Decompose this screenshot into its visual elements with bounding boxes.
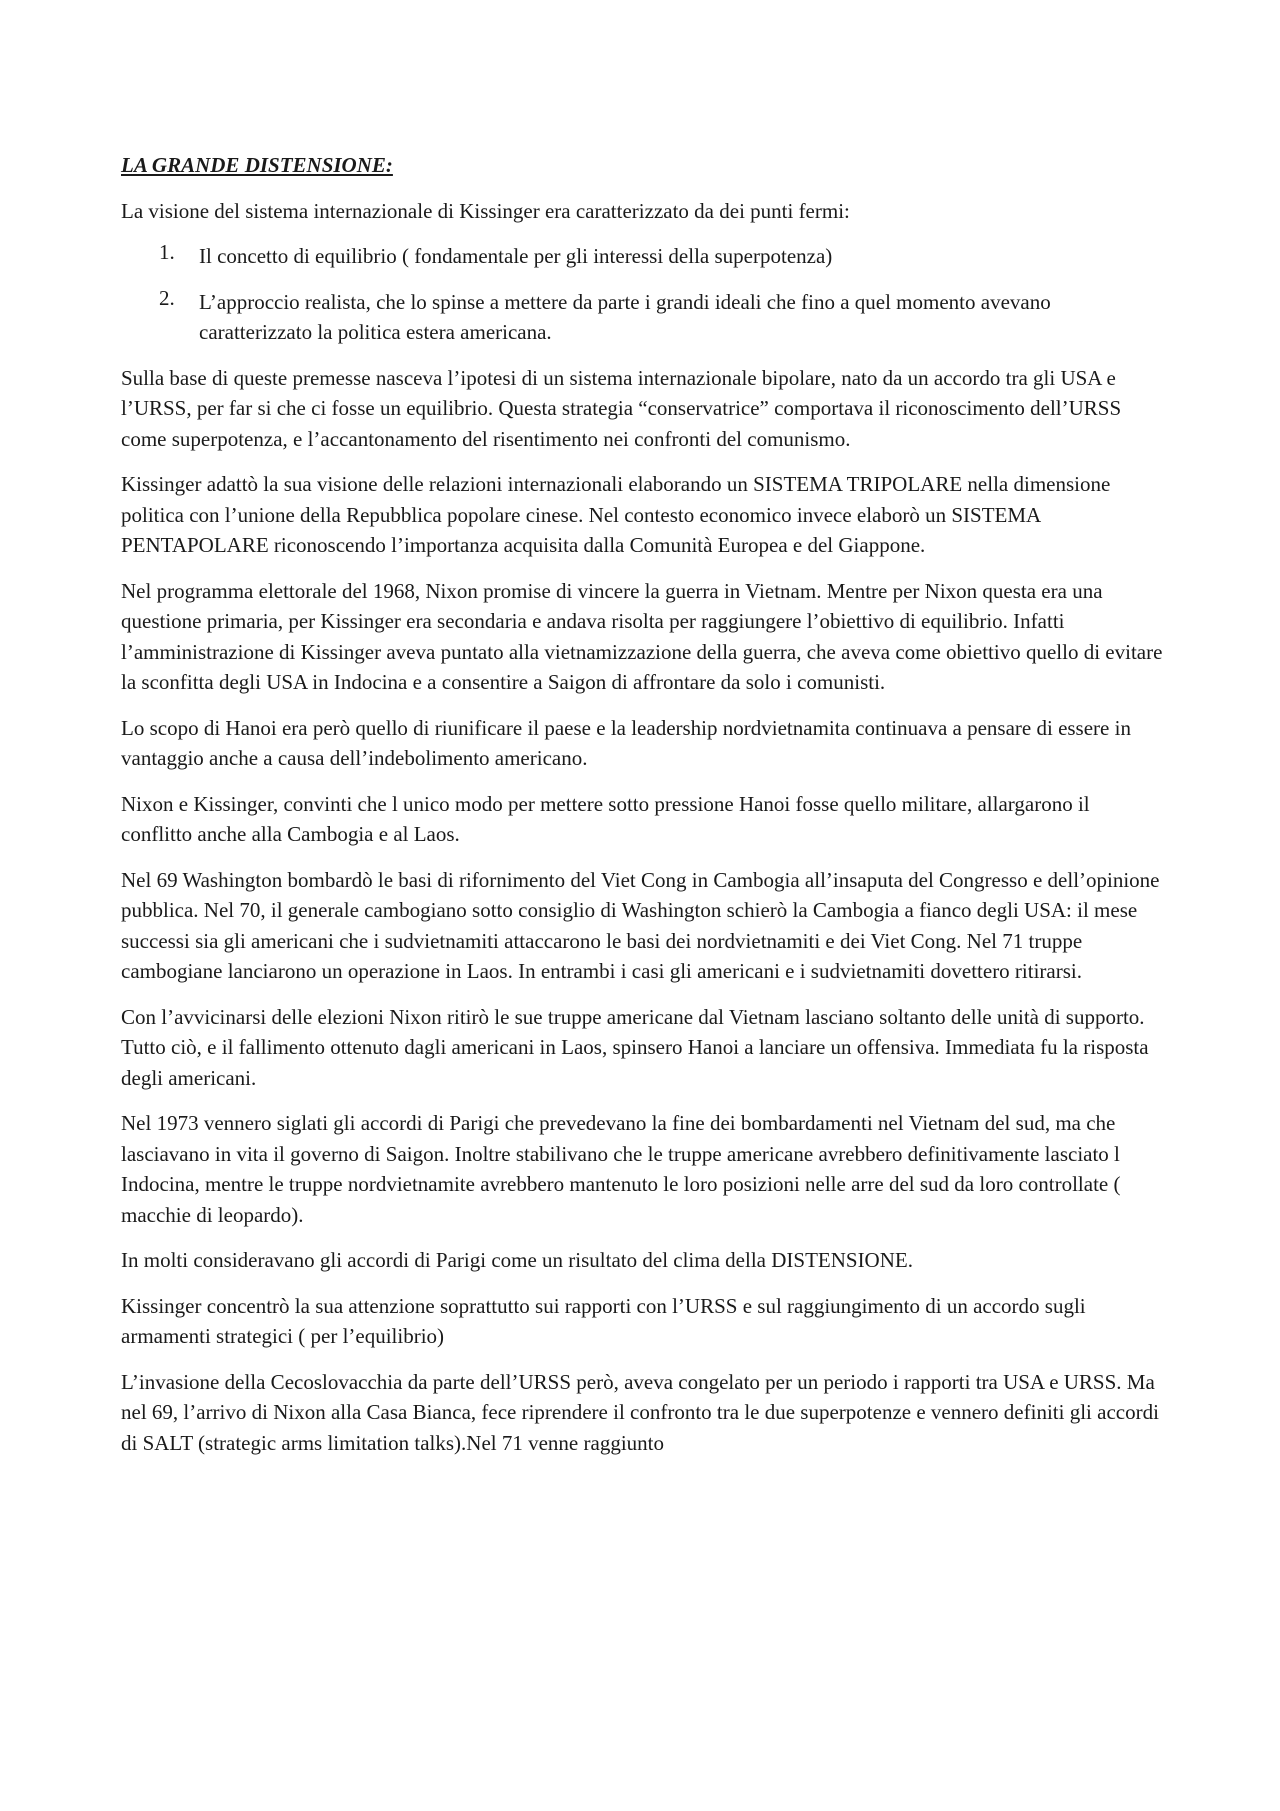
body-paragraph: Lo scopo di Hanoi era però quello di riunificare il paese e la leadership nordvietnamita continuava a pensare di essere in vantaggio anche a causa dell’indebolimento americano.	[121, 715, 1131, 770]
body-paragraph: Nixon e Kissinger, convinti che l unico modo per mettere sotto pressione Hanoi fosse quello militare, allargarono il conflitto anche alla Cambogia e al Laos.	[121, 791, 1090, 846]
body-paragraph: In molti consideravano gli accordi di Parigi come un risultato del clima della DISTENSIONE.	[121, 1248, 913, 1272]
body-paragraph: Sulla base di queste premesse nasceva l’ipotesi di un sistema internazionale bipolare, nato da un accordo tra gli USA e l’URSS, per far si che ci fosse un equilibrio. Questa strategia “conservatrice” comportava il riconoscimento dell’URSS come superpotenza, e l’accantonamento del risentimento nei confronti del comunismo.	[121, 365, 1122, 451]
list-item-text: L’approccio realista, che lo spinse a mettere da parte i grandi ideali che fino a quel momento avevano caratterizzato la politica estera americana.	[199, 289, 1051, 344]
body-paragraph: Con l’avvicinarsi delle elezioni Nixon ritirò le sue truppe americane dal Vietnam lasciano soltanto delle unità di supporto. Tutto ciò, e il fallimento ottenuto dagli americani in Laos, spinsero Hanoi a lanciare un offensiva. Immediata fu la risposta degli americani.	[121, 1004, 1149, 1090]
list-item-number: 1.	[159, 240, 175, 264]
document-body	[121, 150, 1166, 1473]
body-paragraph: Nel 69 Washington bombardò le basi di rifornimento del Viet Cong in Cambogia all’insaputa del Congresso e dell’opinione pubblica. Nel 70, il generale cambogiano sotto consiglio di Washington schierò la Cambogia a fianco degli USA: il mese successi sia gli americani che i sudvietnamiti attaccarono le basi dei nordvietnamiti e dei Viet Cong. Nel 71 truppe cambogiane lanciarono un operazione in Laos. In entrambi i casi gli americani e i sudvietnamiti dovettero ritirarsi.	[121, 867, 1160, 983]
list-item	[121, 241, 1166, 272]
intro-paragraph: La visione del sistema internazionale di Kissinger era caratterizzato da dei punti fermi:	[121, 198, 850, 223]
list-item-text: Il concetto di equilibrio ( fondamentale per gli interessi della superpotenza)	[199, 244, 833, 268]
body-paragraph: Nel 1973 vennero siglati gli accordi di Parigi che prevedevano la fine dei bombardamenti nel Vietnam del sud, ma che lasciavano in vita il governo di Saigon. Inoltre stabilivano che le truppe americane avrebbero definitivamente lasciato l Indocina, mentre le truppe nordvietnamite avrebbero mantenuto le loro posizioni nelle arre del sud da loro controllate ( macchie di leopardo).	[121, 1111, 1121, 1227]
list-item-number: 2.	[159, 285, 175, 310]
body-paragraph: L’invasione della Cecoslovacchia da parte dell’URSS però, aveva congelato per un periodo i rapporti tra USA e URSS. Ma nel 69, l’arrivo di Nixon alla Casa Bianca, fece riprendere il confronto tra le due superpotenze e vennero definiti gli accordi di SALT (strategic arms limitation talks).Nel 71 venne raggiunto	[121, 1369, 1159, 1455]
body-paragraph: Kissinger concentrò la sua attenzione soprattutto sui rapporti con l’URSS e sul raggiungimento di un accordo sugli armamenti strategici ( per l’equilibrio)	[121, 1293, 1086, 1348]
body-paragraph: Nel programma elettorale del 1968, Nixon promise di vincere la guerra in Vietnam. Mentre per Nixon questa era una questione primaria, per Kissinger era secondaria e andava risolta per raggiungere l’obiettivo di equilibrio. Infatti l’amministrazione di Kissinger aveva puntato alla vietnamizzazione della guerra, che aveva come obiettivo quello di evitare la sconfitta degli USA in Indocina e a consentire a Saigon di affrontare da solo i comunisti.	[121, 578, 1163, 694]
body-paragraph: Kissinger adattò la sua visione delle relazioni internazionali elaborando un SISTEMA TRIPOLARE nella dimensione politica con l’unione della Repubblica popolare cinese. Nel contesto economico invece elaborò un SISTEMA PENTAPOLARE riconoscendo l’importanza acquisita dalla Comunità Europea e del Giappone.	[121, 472, 1111, 557]
document-title: LA GRANDE DISTENSIONE:	[121, 153, 393, 177]
numbered-list	[121, 241, 1166, 348]
list-item	[121, 287, 1166, 348]
